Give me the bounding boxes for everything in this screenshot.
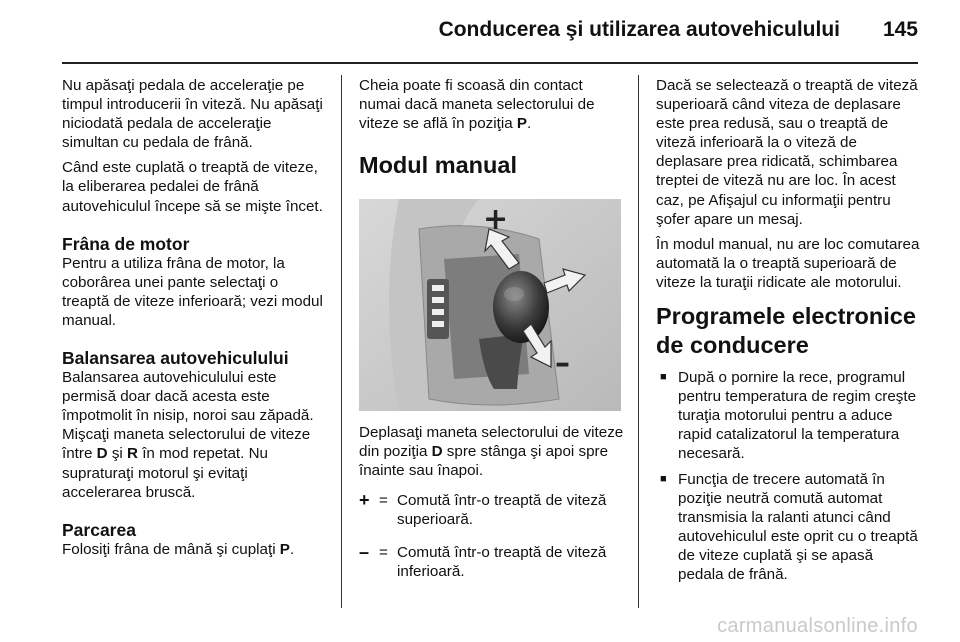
paragraph-parking: Folosiţi frâna de mână şi cuplaţi P. <box>62 540 295 558</box>
bullet-square-icon: ■ <box>660 371 667 384</box>
header-rule <box>62 62 918 64</box>
minus-symbol: – <box>359 541 370 562</box>
gear-selector-illustration <box>359 199 621 411</box>
column-divider-1 <box>341 75 342 608</box>
list-item <box>656 368 922 463</box>
heading-manual-mode: Modul manual <box>359 152 517 179</box>
definition-minus <box>359 543 627 581</box>
watermark: carmanualsonline.info <box>717 615 918 637</box>
column-2 <box>359 76 627 581</box>
column-divider-2 <box>638 75 639 608</box>
paragraph-move-lever: Deplasaţi maneta selectorului de viteze din poziţia D spre stânga şi apoi spre înainte sau înapoi. <box>359 424 624 480</box>
figure-plus-label: + <box>483 202 509 238</box>
paragraph-engine-brake: Pentru a utiliza frâna de motor, la coborârea unei pante selectaţi o treaptă de viteze inferioară; vezi modul manual. <box>62 254 323 329</box>
paragraph-no-auto-upshift: În modul manual, nu are loc comutarea automată la o treaptă superioară de viteze la turaţii ridicate ale motorului. <box>656 235 920 291</box>
heading-parking: Parcarea <box>62 519 136 540</box>
column-1 <box>62 76 328 565</box>
paragraph-shift-refused: Dacă se selectează o treaptă de viteză superioară când viteza de deplasare este prea redusă, sau o treaptă de viteză inferioară la o viteză de deplasare prea ridicată, schimbarea treptei de viteză nu are loc. În acest caz, pe Afişajul cu informaţii pentru şofer apare un mesaj. <box>656 77 918 228</box>
plus-description: Comută într-o treaptă de viteză superioară. <box>397 491 607 528</box>
chapter-title: Conducerea şi utilizarea autovehiculului <box>438 18 840 41</box>
page-number: 145 <box>882 18 918 41</box>
equals-sign: = <box>379 543 388 561</box>
minus-description: Comută într-o treaptă de viteză inferioară. <box>397 543 607 580</box>
paragraph-key-removal: Cheia poate fi scoasă din contact numai dacă maneta selectorului de viteze se află în poziţia P. <box>359 77 595 133</box>
bullet-text-neutral: Funcţia de trecere automată în poziţie neutră comută automat transmisia la ralanti atunci când autovehiculul este oprit cu o treaptă de viteze cuplată şi se apasă pedala de frână. <box>678 470 918 583</box>
definition-plus <box>359 491 627 529</box>
bullet-text-warmup: După o pornire la rece, programul pentru temperatura de regim creşte turaţia motorului pentru a aduce rapid catalizatorul la temperatura necesară. <box>678 369 917 463</box>
plus-symbol: + <box>359 489 370 510</box>
paragraph-accelerator: Nu apăsaţi pedala de acceleraţie pe timpul introducerii în viteză. Nu apăsaţi niciodată pedala de acceleraţie simultan cu pedala de frână. <box>62 77 323 152</box>
figure-minus-label: – <box>555 346 570 382</box>
heading-engine-brake: Frâna de motor <box>62 233 190 254</box>
equals-sign: = <box>379 491 388 509</box>
column-3 <box>656 76 922 590</box>
paragraph-creep: Când este cuplată o treaptă de viteze, la eliberarea pedalei de frână autovehiculul începe să se mişte încet. <box>62 159 323 215</box>
bullet-square-icon: ■ <box>660 472 667 485</box>
heading-electronic-programs: Programele electronice de conducere <box>656 303 916 359</box>
list-item <box>656 470 922 585</box>
paragraph-rocking: Balansarea autovehiculului este permisă doar dacă acesta este împotmolit în nisip, noroi sau zăpadă. Mişcaţi maneta selectorului de viteze între D şi R în mod repetat. Nu supraturaţi motorul şi evitaţi accelerarea bruscă. <box>62 369 314 501</box>
heading-rocking: Balansarea autovehiculului <box>62 348 289 369</box>
